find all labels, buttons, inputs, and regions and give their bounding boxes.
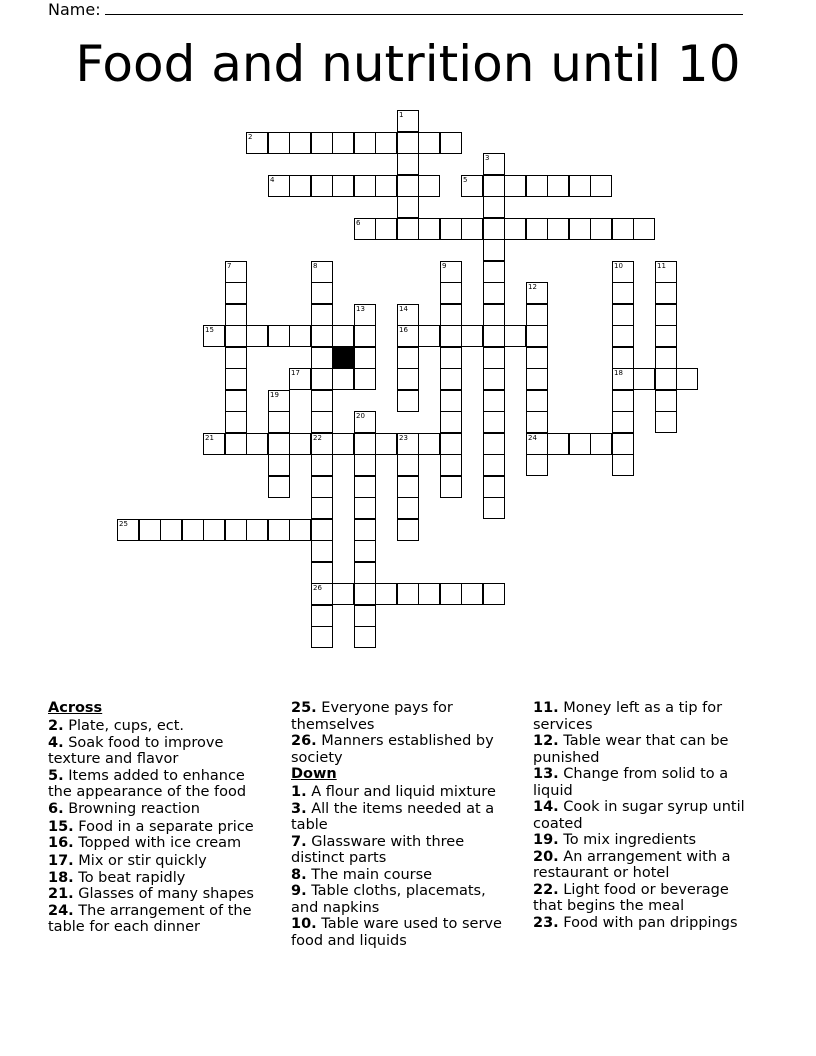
grid-cell[interactable]: [397, 132, 419, 154]
grid-cell[interactable]: [332, 132, 354, 154]
grid-cell[interactable]: [246, 132, 268, 154]
grid-cell[interactable]: [311, 583, 333, 605]
down-heading: Down: [291, 766, 337, 782]
grid-cell[interactable]: [461, 325, 483, 347]
grid-cell[interactable]: [225, 519, 247, 541]
grid-cell[interactable]: [225, 325, 247, 347]
grid-cell[interactable]: [483, 261, 505, 283]
grid-cell[interactable]: [440, 282, 462, 304]
grid-cell[interactable]: [569, 218, 591, 240]
grid-cell[interactable]: [354, 626, 376, 648]
across-heading: Across: [48, 700, 103, 716]
grid-cell[interactable]: [225, 368, 247, 390]
grid-cell[interactable]: [311, 605, 333, 627]
grid-cell[interactable]: [311, 433, 333, 455]
grid-cell[interactable]: [440, 325, 462, 347]
grid-cell[interactable]: [655, 411, 677, 433]
grid-cell[interactable]: [397, 368, 419, 390]
down-clue: 14. Cook in sugar syrup until coated: [533, 799, 745, 832]
grid-cell[interactable]: [354, 325, 376, 347]
grid-cell[interactable]: [375, 433, 397, 455]
grid-cell[interactable]: [160, 519, 182, 541]
clue-number: 15: [205, 326, 214, 334]
clue-number: 26: [313, 584, 322, 592]
grid-cell[interactable]: [633, 218, 655, 240]
clue-number: 19: [270, 391, 279, 399]
grid-cell[interactable]: [289, 519, 311, 541]
grid-cell[interactable]: [612, 454, 634, 476]
grid-cell[interactable]: [354, 175, 376, 197]
grid-cell[interactable]: [375, 132, 397, 154]
grid-cell[interactable]: [311, 304, 333, 326]
grid-cell[interactable]: [526, 390, 548, 412]
down-clue: 23. Food with pan drippings: [533, 914, 738, 931]
grid-cell[interactable]: [526, 433, 548, 455]
grid-cell[interactable]: [354, 218, 376, 240]
grid-cell[interactable]: [375, 175, 397, 197]
grid-cell[interactable]: [547, 175, 569, 197]
grid-cell[interactable]: [569, 433, 591, 455]
name-label: Name:: [48, 0, 101, 19]
grid-cell[interactable]: [483, 497, 505, 519]
grid-cell[interactable]: [655, 304, 677, 326]
grid-cell[interactable]: [526, 325, 548, 347]
grid-cell[interactable]: [397, 325, 419, 347]
grid-cell[interactable]: [397, 454, 419, 476]
grid-cell[interactable]: [440, 347, 462, 369]
grid-cell[interactable]: [332, 433, 354, 455]
grid-cell[interactable]: [225, 433, 247, 455]
grid-cell[interactable]: [655, 282, 677, 304]
grid-cell[interactable]: [268, 433, 290, 455]
grid-cell[interactable]: [397, 304, 419, 326]
across-clue: 21. Glasses of many shapes: [48, 886, 254, 902]
grid-cell[interactable]: [311, 261, 333, 283]
grid-cell[interactable]: [268, 454, 290, 476]
grid-cell[interactable]: [311, 325, 333, 347]
grid-cell[interactable]: [483, 218, 505, 240]
clue-number: 3: [485, 154, 490, 162]
across-clue: 25. Everyone pays for themselves: [291, 700, 453, 733]
grid-cell[interactable]: [397, 433, 419, 455]
grid-cell[interactable]: [504, 325, 526, 347]
grid-cell[interactable]: [289, 368, 311, 390]
grid-cell[interactable]: [483, 390, 505, 412]
down-clue: 7. Glassware with three distinct parts: [291, 833, 465, 866]
grid-cell[interactable]: [139, 519, 161, 541]
grid-cell[interactable]: [354, 454, 376, 476]
grid-cell[interactable]: [418, 132, 440, 154]
grid-cell[interactable]: [440, 433, 462, 455]
grid-cell[interactable]: [569, 175, 591, 197]
grid-cell[interactable]: [311, 626, 333, 648]
grid-cell[interactable]: [225, 347, 247, 369]
grid-cell[interactable]: [590, 433, 612, 455]
clue-number: 22: [313, 434, 322, 442]
grid-cell[interactable]: [483, 368, 505, 390]
grid-cell[interactable]: [289, 433, 311, 455]
grid-cell[interactable]: [354, 519, 376, 541]
across-clue: 24. The arrangement of the table for each dinner: [48, 902, 252, 935]
across-clue: 4. Soak food to improve texture and flavor: [48, 734, 224, 767]
across-clue: 16. Topped with ice cream: [48, 835, 242, 851]
grid-cell[interactable]: [526, 454, 548, 476]
grid-cell[interactable]: [612, 325, 634, 347]
clue-number: 25: [119, 520, 128, 528]
grid-cell[interactable]: [203, 433, 225, 455]
grid-cell[interactable]: [612, 347, 634, 369]
grid-cell[interactable]: [612, 282, 634, 304]
grid-cell[interactable]: [268, 390, 290, 412]
grid-cell[interactable]: [655, 325, 677, 347]
grid-cell[interactable]: [440, 132, 462, 154]
clue-number: 7: [227, 262, 232, 270]
grid-cell[interactable]: [225, 261, 247, 283]
clue-number: 5: [463, 176, 468, 184]
grid-cell[interactable]: [289, 175, 311, 197]
clue-number: 1: [399, 111, 404, 119]
grid-cell[interactable]: [289, 132, 311, 154]
grid-cell[interactable]: [397, 110, 419, 132]
clue-number: 20: [356, 412, 365, 420]
grid-cell[interactable]: [354, 433, 376, 455]
grid-cell[interactable]: [655, 261, 677, 283]
grid-cell[interactable]: [354, 347, 376, 369]
grid-cell[interactable]: [504, 218, 526, 240]
clue-number: 10: [614, 262, 623, 270]
grid-cell[interactable]: [547, 433, 569, 455]
grid-cell[interactable]: [483, 411, 505, 433]
grid-cell[interactable]: [526, 411, 548, 433]
grid-cell[interactable]: [526, 282, 548, 304]
across-clue: 17. Mix or stir quickly: [48, 853, 207, 869]
grid-cell[interactable]: [375, 218, 397, 240]
grid-cell[interactable]: [483, 325, 505, 347]
grid-cell[interactable]: [418, 325, 440, 347]
grid-cell[interactable]: [440, 368, 462, 390]
grid-cell[interactable]: [311, 175, 333, 197]
clue-number: 11: [657, 262, 666, 270]
grid-cell[interactable]: [676, 368, 698, 390]
grid-cell[interactable]: [397, 347, 419, 369]
grid-cell[interactable]: [354, 583, 376, 605]
grid-cell[interactable]: [440, 411, 462, 433]
grid-cell[interactable]: [612, 218, 634, 240]
down-clue: 13. Change from solid to a liquid: [533, 766, 729, 799]
down-clue: 10. Table ware used to serve food and liquids: [291, 916, 502, 949]
grid-cell[interactable]: [483, 153, 505, 175]
grid-cell[interactable]: [289, 325, 311, 347]
clue-number: 9: [442, 262, 447, 270]
grid-cell[interactable]: [483, 282, 505, 304]
grid-cell[interactable]: [483, 583, 505, 605]
grid-cell[interactable]: [354, 497, 376, 519]
grid-cell[interactable]: [655, 347, 677, 369]
grid-cell[interactable]: [203, 519, 225, 541]
grid-cell[interactable]: [418, 433, 440, 455]
grid-cell[interactable]: [526, 175, 548, 197]
grid-cell[interactable]: [461, 583, 483, 605]
grid-cell[interactable]: [311, 390, 333, 412]
down-clue: 12. Table wear that can be punished: [533, 733, 729, 766]
grid-cell[interactable]: [311, 411, 333, 433]
grid-cell[interactable]: [354, 476, 376, 498]
grid-cell[interactable]: [268, 132, 290, 154]
grid-cell[interactable]: [612, 304, 634, 326]
grid-cell[interactable]: [268, 325, 290, 347]
grid-cell[interactable]: [311, 540, 333, 562]
grid-cell[interactable]: [483, 476, 505, 498]
clue-number: 6: [356, 219, 361, 227]
grid-cell[interactable]: [268, 411, 290, 433]
grid-cell[interactable]: [397, 497, 419, 519]
down-clue: 11. Money left as a tip for services: [533, 700, 723, 733]
grid-cell[interactable]: [418, 175, 440, 197]
across-clue: 15. Food in a separate price: [48, 818, 254, 835]
grid-cell[interactable]: [483, 196, 505, 218]
grid-cell[interactable]: [311, 368, 333, 390]
grid-cell[interactable]: [397, 153, 419, 175]
grid-cell[interactable]: [440, 218, 462, 240]
grid-cell[interactable]: [483, 304, 505, 326]
grid-cell[interactable]: [397, 476, 419, 498]
grid-cell[interactable]: [461, 218, 483, 240]
grid-cell[interactable]: [483, 347, 505, 369]
grid-cell[interactable]: [311, 347, 333, 369]
grid-cell[interactable]: [354, 132, 376, 154]
clue-number: 23: [399, 434, 408, 442]
grid-cell[interactable]: [225, 390, 247, 412]
grid-cell[interactable]: [440, 304, 462, 326]
grid-cell[interactable]: [440, 454, 462, 476]
grid-block: [332, 347, 354, 369]
page-title: Food and nutrition until 10: [75, 35, 741, 93]
across-clue: 18. To beat rapidly: [48, 869, 186, 886]
grid-cell[interactable]: [354, 411, 376, 433]
grid-cell[interactable]: [311, 454, 333, 476]
grid-cell[interactable]: [397, 196, 419, 218]
grid-cell[interactable]: [225, 282, 247, 304]
grid-cell[interactable]: [547, 218, 569, 240]
grid-cell[interactable]: [483, 239, 505, 261]
grid-cell[interactable]: [311, 476, 333, 498]
grid-cell[interactable]: [268, 519, 290, 541]
grid-cell[interactable]: [483, 175, 505, 197]
grid-cell[interactable]: [633, 368, 655, 390]
grid-cell[interactable]: [311, 132, 333, 154]
grid-cell[interactable]: [311, 282, 333, 304]
grid-cell[interactable]: [655, 390, 677, 412]
grid-cell[interactable]: [332, 175, 354, 197]
grid-cell[interactable]: [268, 476, 290, 498]
clue-number: 16: [399, 326, 408, 334]
grid-cell[interactable]: [526, 218, 548, 240]
grid-cell[interactable]: [440, 583, 462, 605]
grid-cell[interactable]: [311, 519, 333, 541]
clue-number: 24: [528, 434, 537, 442]
clue-column-3: [533, 700, 761, 931]
down-clue: 20. An arrangement with a restaurant or hotel: [533, 848, 731, 881]
grid-cell[interactable]: [311, 562, 333, 584]
clue-number: 18: [614, 369, 623, 377]
clue-number: 17: [291, 369, 300, 377]
grid-cell[interactable]: [354, 540, 376, 562]
grid-cell[interactable]: [246, 519, 268, 541]
clue-column-1: [48, 700, 273, 936]
across-clue: 26. Manners established by society: [291, 733, 494, 766]
grid-cell[interactable]: [504, 175, 526, 197]
grid-cell[interactable]: [203, 325, 225, 347]
down-clue: 3. All the items needed at a table: [291, 800, 495, 833]
clue-number: 12: [528, 283, 537, 291]
grid-cell[interactable]: [590, 218, 612, 240]
grid-cell[interactable]: [655, 368, 677, 390]
down-clue: 1. A flour and liquid mixture: [291, 784, 496, 800]
grid-cell[interactable]: [526, 304, 548, 326]
grid-cell[interactable]: [397, 218, 419, 240]
grid-cell[interactable]: [354, 562, 376, 584]
grid-cell[interactable]: [440, 261, 462, 283]
grid-cell[interactable]: [332, 368, 354, 390]
clue-number: 4: [270, 176, 275, 184]
grid-cell[interactable]: [354, 605, 376, 627]
grid-cell[interactable]: [612, 433, 634, 455]
grid-cell[interactable]: [483, 454, 505, 476]
grid-cell[interactable]: [354, 304, 376, 326]
grid-cell[interactable]: [397, 390, 419, 412]
grid-cell[interactable]: [461, 175, 483, 197]
across-clue: 2. Plate, cups, ect.: [48, 718, 185, 734]
down-clue: 9. Table cloths, placemats, and napkins: [291, 883, 486, 916]
grid-cell[interactable]: [311, 497, 333, 519]
grid-cell[interactable]: [612, 390, 634, 412]
grid-cell[interactable]: [526, 347, 548, 369]
clue-number: 21: [205, 434, 214, 442]
grid-cell[interactable]: [440, 476, 462, 498]
grid-cell[interactable]: [182, 519, 204, 541]
grid-cell[interactable]: [397, 583, 419, 605]
grid-cell[interactable]: [612, 411, 634, 433]
across-clue: 6. Browning reaction: [48, 800, 200, 817]
grid-cell[interactable]: [418, 218, 440, 240]
grid-cell[interactable]: [246, 433, 268, 455]
grid-cell[interactable]: [375, 583, 397, 605]
grid-cell[interactable]: [225, 304, 247, 326]
clue-number: 13: [356, 305, 365, 313]
down-clue: 19. To mix ingredients: [533, 832, 697, 848]
grid-cell[interactable]: [332, 583, 354, 605]
grid-cell[interactable]: [483, 433, 505, 455]
grid-cell[interactable]: [397, 519, 419, 541]
across-clue: 5. Items added to enhance the appearance of the food: [48, 767, 247, 800]
clue-column-2: [291, 700, 516, 949]
grid-cell[interactable]: [590, 175, 612, 197]
grid-cell[interactable]: [117, 519, 139, 541]
grid-cell[interactable]: [225, 411, 247, 433]
down-clue: 22. Light food or beverage that begins the meal: [533, 881, 729, 914]
grid-cell[interactable]: [440, 390, 462, 412]
grid-cell[interactable]: [418, 583, 440, 605]
clue-number: 2: [248, 133, 253, 141]
clue-number: 14: [399, 305, 408, 313]
grid-cell[interactable]: [268, 175, 290, 197]
clue-number: 8: [313, 262, 318, 270]
down-clue: 8. The main course: [291, 866, 433, 883]
grid-cell[interactable]: [332, 325, 354, 347]
grid-cell[interactable]: [397, 175, 419, 197]
grid-cell[interactable]: [354, 368, 376, 390]
grid-cell[interactable]: [526, 368, 548, 390]
grid-cell[interactable]: [612, 368, 634, 390]
grid-cell[interactable]: [612, 261, 634, 283]
grid-cell[interactable]: [246, 325, 268, 347]
